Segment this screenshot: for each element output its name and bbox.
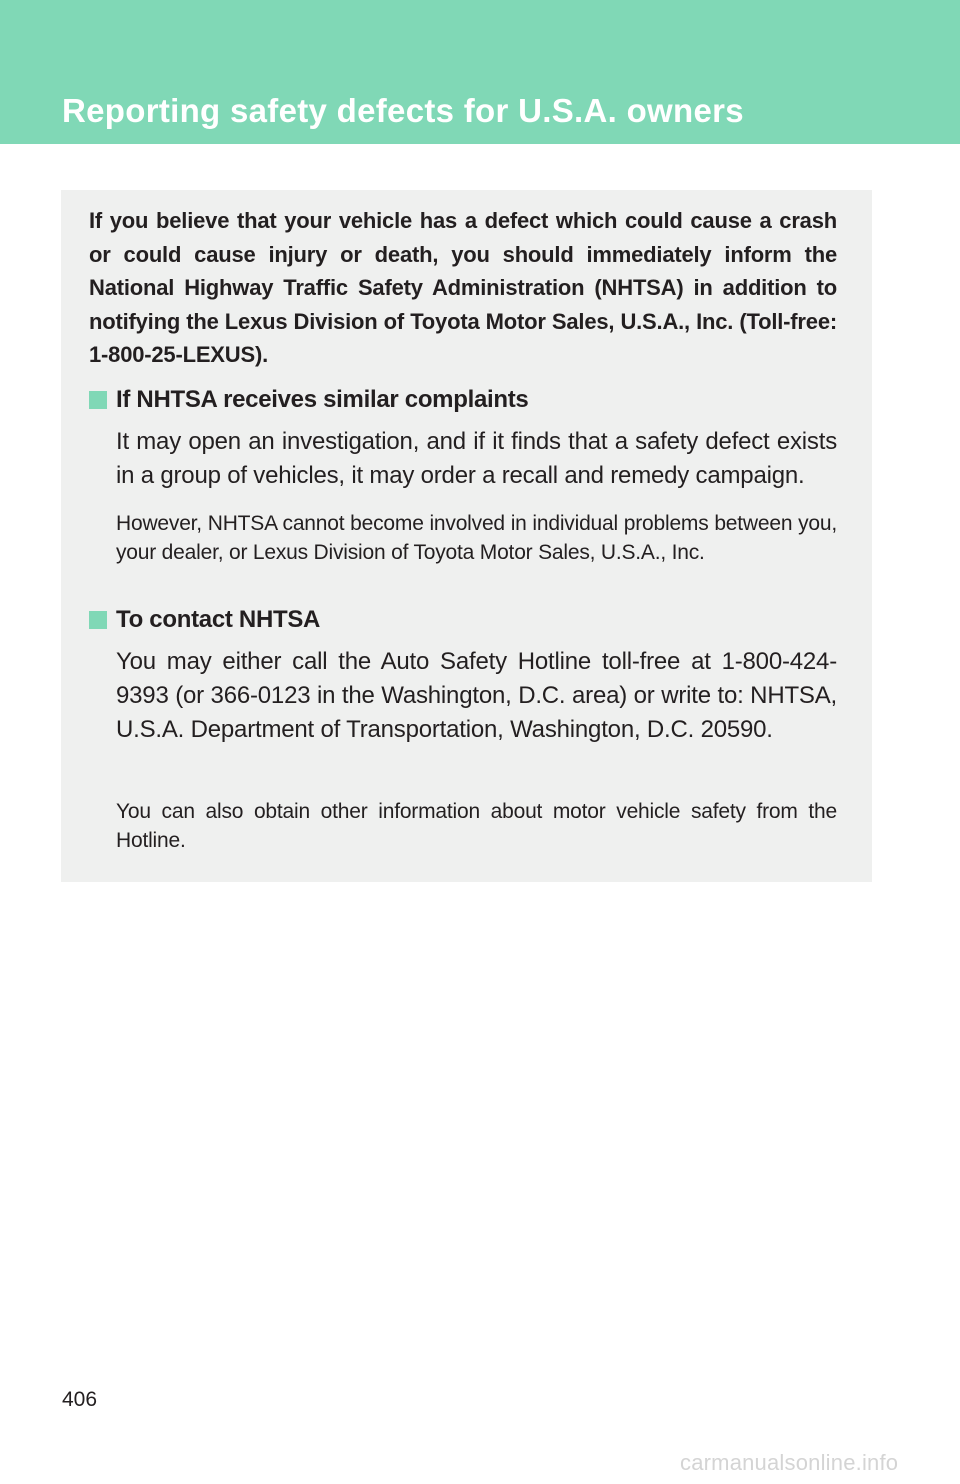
page-title: Reporting safety defects for U.S.A. owners xyxy=(62,92,744,129)
section-heading-label: If NHTSA receives similar complaints xyxy=(116,386,529,413)
section-heading-label: To contact NHTSA xyxy=(116,606,321,633)
section-body-contact: You may either call the Auto Safety Hotline toll-free at 1-800-424-9393 (or 366-0123 in the Washington, D.C. area) or write to: NHTSA, U.S.A. Department of Transportation, Washington, D.C. 20590. xyxy=(116,648,837,743)
intro-paragraph: If you believe that your vehicle has a defect which could cause a crash or could cause injury or death, you should immediately inform the National Highway Traffic Safety Administration (NHTSA) in addition to notifying the Lexus Division of Toyota Motor Sales, U.S.A., Inc. (Toll-free: 1-800-25-LEXUS). xyxy=(89,208,837,368)
square-bullet-icon xyxy=(89,611,107,629)
page-number: 406 xyxy=(62,1388,98,1411)
square-bullet-icon xyxy=(89,391,107,409)
section-note-contact: You can also obtain other information about motor vehicle safety from the Hotline. xyxy=(116,800,837,852)
watermark-link[interactable]: carmanualsonline.info xyxy=(680,1450,899,1475)
section-heading-complaints xyxy=(89,386,528,414)
section-heading-contact xyxy=(89,606,320,634)
section-body-complaints: It may open an investigation, and if it finds that a safety defect exists in a group of vehicles, it may order a recall and remedy campaign. xyxy=(116,428,837,489)
section-note-complaints: However, NHTSA cannot become involved in individual problems between you, your dealer, or Lexus Division of Toyota Motor Sales, U.S.A., Inc. xyxy=(116,512,837,564)
